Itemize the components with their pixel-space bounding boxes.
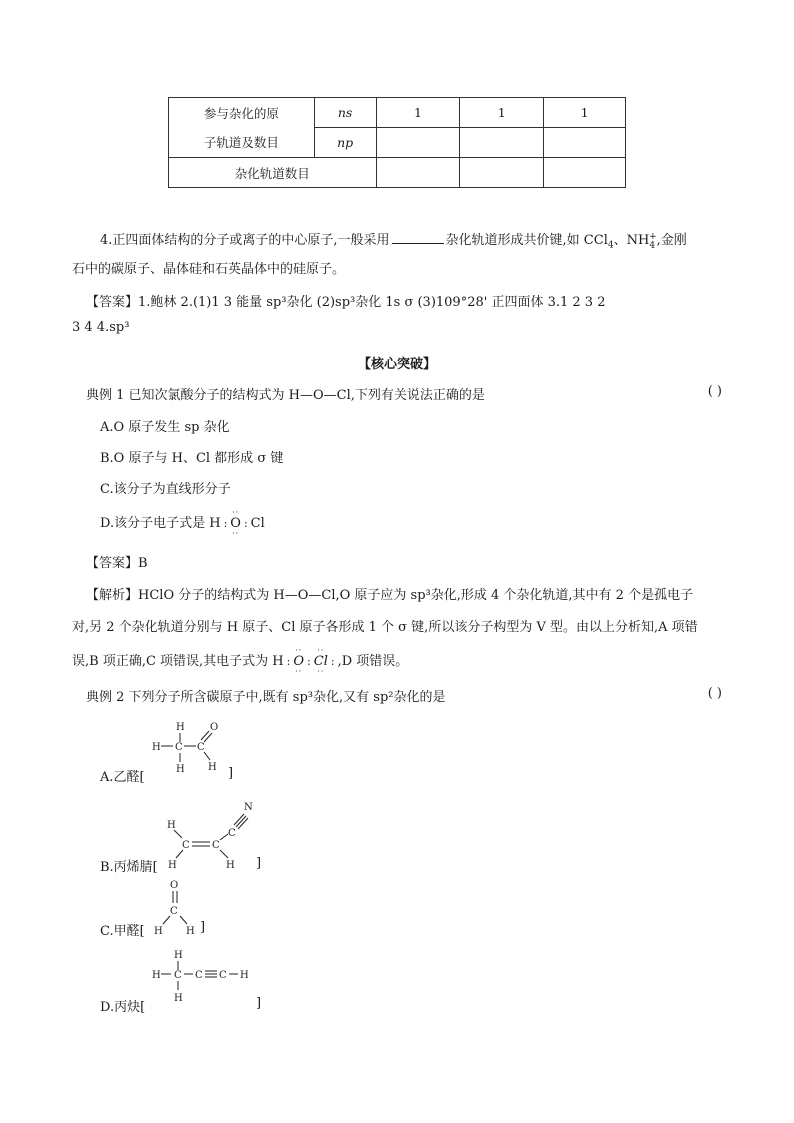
table-cell: 1 bbox=[460, 98, 544, 128]
example-1-answer: 【答案】B bbox=[86, 556, 148, 571]
option-a: A.O 原子发生 sp 杂化 bbox=[100, 420, 230, 435]
svg-text:C: C bbox=[175, 742, 183, 753]
answer-line-1: 【答案】1.鲍林 2.(1)1 3 能量 sp³杂化 (2)sp³杂化 1s σ (3)109°28' 正四面体 3.1 2 3 2 bbox=[86, 295, 606, 310]
svg-text:H: H bbox=[226, 860, 235, 871]
example-1-stem: 典例 1 已知次氯酸分子的结构式为 H—O—Cl,下列有关说法正确的是 bbox=[86, 388, 485, 403]
table-cell: 1 bbox=[376, 98, 460, 128]
svg-text:C: C bbox=[182, 840, 190, 851]
table-cell: ns bbox=[314, 98, 376, 128]
acrylonitrile-structure bbox=[160, 792, 260, 872]
electron-dot-atom: ·· O ·· bbox=[230, 508, 241, 538]
svg-text:C: C bbox=[219, 970, 227, 981]
table-cell: 子轨道及数目 bbox=[169, 128, 315, 158]
answer-paren: ( ) bbox=[707, 686, 722, 701]
table-row bbox=[169, 128, 626, 158]
svg-text:H: H bbox=[186, 926, 195, 937]
table-cell: 杂化轨道数目 bbox=[169, 158, 377, 188]
svg-text:C: C bbox=[212, 840, 220, 851]
electron-dot-atom: ·· O ·· bbox=[293, 646, 305, 676]
analysis-line-1: 【解析】HClO 分子的结构式为 H—O—Cl,O 原子应为 sp³杂化,形成 4 个杂化轨道,其中有 2 个是孤电子 bbox=[86, 588, 694, 603]
option-b: B.O 原子与 H、Cl 都形成 σ 键 bbox=[100, 451, 284, 466]
svg-text:H: H bbox=[176, 764, 185, 775]
table-cell bbox=[376, 128, 460, 158]
example-2-stem: 典例 2 下列分子所含碳原子中,既有 sp³杂化,又有 sp²杂化的是 bbox=[86, 690, 446, 705]
option-a-label: A.乙醛[ bbox=[100, 770, 145, 785]
table-cell: 1 bbox=[544, 98, 626, 128]
svg-text:H: H bbox=[208, 762, 217, 773]
svg-text:H: H bbox=[168, 860, 177, 871]
table-row bbox=[169, 98, 626, 128]
formaldehyde-structure bbox=[150, 876, 200, 938]
table-cell bbox=[376, 158, 460, 188]
analysis-line-2: 对,另 2 个杂化轨道分别与 H 原子、Cl 原子各形成 1 个 σ 键,所以该分子构型为 V 型。由以上分析知,A 项错 bbox=[72, 620, 698, 635]
table-cell bbox=[544, 128, 626, 158]
svg-text:O: O bbox=[210, 722, 219, 733]
svg-text:H: H bbox=[154, 926, 163, 937]
option-c-label: C.甲醛[ bbox=[100, 924, 145, 939]
answer-line-2: 3 4 4.sp³ bbox=[72, 320, 130, 335]
fill-in-blank bbox=[392, 231, 444, 244]
analysis-line-3: 误,B 项正确,C 项错误,其电子式为 H : ·· O ·· : ·· Cl ·· : ,D 项错误。 bbox=[72, 646, 409, 676]
option-b-close: ] bbox=[256, 856, 262, 871]
table-cell bbox=[544, 158, 626, 188]
table-cell bbox=[460, 128, 544, 158]
svg-text:H: H bbox=[174, 950, 183, 961]
svg-text:H: H bbox=[174, 993, 183, 1004]
svg-text:C: C bbox=[228, 828, 236, 839]
option-b-label: B.丙烯腈[ bbox=[100, 860, 158, 875]
svg-text:H: H bbox=[167, 820, 176, 831]
option-d-label: D.丙炔[ bbox=[100, 1000, 146, 1015]
svg-text:H: H bbox=[240, 970, 249, 981]
option-d-close: ] bbox=[256, 996, 262, 1011]
hybridization-table bbox=[168, 97, 626, 188]
table-row bbox=[169, 158, 626, 188]
table-cell bbox=[460, 158, 544, 188]
electron-dot-atom: ·· Cl ·· bbox=[313, 646, 328, 676]
svg-text:H: H bbox=[176, 722, 185, 733]
option-c: C.该分子为直线形分子 bbox=[100, 482, 231, 497]
svg-text:H: H bbox=[152, 970, 161, 981]
acetaldehyde-structure bbox=[148, 718, 228, 780]
lone-pair-dots: : bbox=[243, 517, 248, 530]
option-a-close: ] bbox=[228, 766, 234, 781]
option-d: D.该分子电子式是 H : ·· O ·· : Cl bbox=[100, 508, 265, 538]
svg-text:O: O bbox=[170, 880, 179, 891]
item-4-line-1: 4.正四面体结构的分子或离子的中心原子,一般采用 杂化轨道形成共价键,如 CCl$_4$、$NH_4^+$,金刚 bbox=[100, 231, 687, 251]
svg-text:N: N bbox=[244, 802, 253, 813]
svg-text:C: C bbox=[170, 906, 178, 917]
svg-text:C: C bbox=[195, 970, 203, 981]
section-title: 【核心突破】 bbox=[357, 357, 436, 372]
table-cell: 参与杂化的原 bbox=[169, 98, 315, 128]
lone-pair-dots: : bbox=[223, 517, 228, 530]
option-c-close: ] bbox=[200, 920, 206, 935]
propyne-structure bbox=[148, 946, 258, 1008]
svg-text:C: C bbox=[197, 742, 205, 753]
table-cell: np bbox=[314, 128, 376, 158]
svg-text:H: H bbox=[152, 742, 161, 753]
item-4-line-2: 石中的碳原子、晶体硅和石英晶体中的硅原子。 bbox=[72, 262, 346, 277]
answer-paren: ( ) bbox=[707, 384, 722, 399]
svg-text:C: C bbox=[174, 970, 182, 981]
